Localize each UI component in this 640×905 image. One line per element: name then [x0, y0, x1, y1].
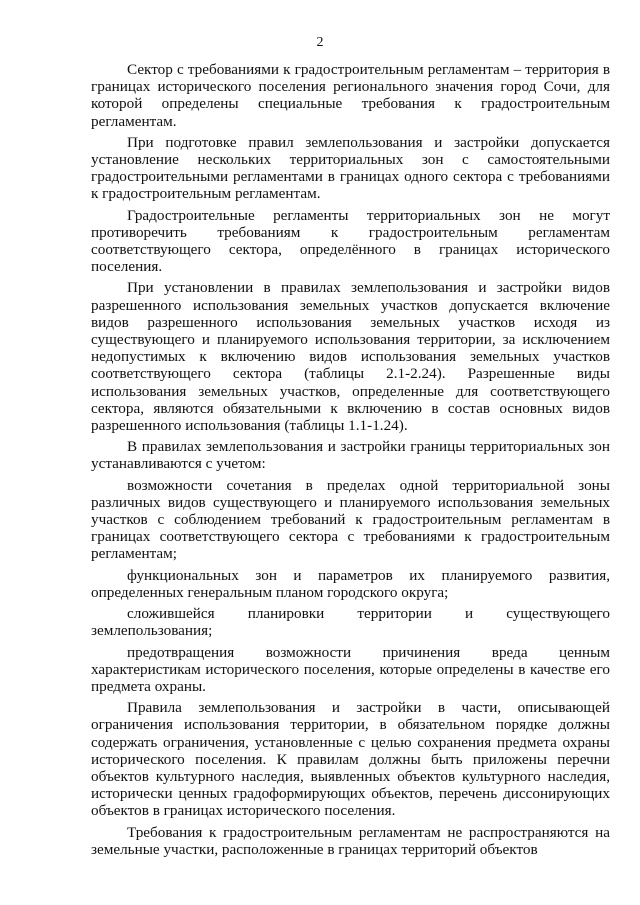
paragraph-not-applicable: Требования к градостроительным регламентам не распространяются на земельные участки, расположенные в границах территорий объектов — [91, 823, 610, 858]
paragraph-usage-restrictions: Правила землепользования и застройки в части, описывающей ограничения использования территории, в обязательном порядке должны содержать ограничения, установленные с целью сохранения предмета охраны исторического поселения. К правилам должны быть приложены перечни объектов культурного наследия, выявленных объектов культурного наследия, исторически ценных градоформирующих объектов, перечень диссонирующих объектов в границах исторического поселения. — [91, 699, 610, 820]
list-item-existing-layout: сложившейся планировки территории и существующего землепользования; — [91, 605, 610, 640]
paragraph-no-contradiction: Градостроительные регламенты территориальных зон не могут противоречить требованиям к градостроительным регламентам соответствующего сектора, определённого в границах исторического поселения. — [91, 206, 610, 276]
document-body — [91, 61, 610, 858]
list-item-functional-zones: функциональных зон и параметров их планируемого развития, определенных генеральным планом городского округа; — [91, 566, 610, 601]
list-item-combination: возможности сочетания в пределах одной территориальной зоны различных видов существующего и планируемого использования земельных участков с соблюдением требований к градостроительным регламентам в границах соответствующего сектора с требованиями к градостроительным регламентам; — [91, 476, 610, 563]
paragraph-zone-boundaries-intro: В правилах землепользования и застройки границы территориальных зон устанавливаются с учетом: — [91, 438, 610, 473]
paragraph-sector-definition: Сектор с требованиями к градостроительным регламентам – территория в границах исторического поселения регионального значения город Сочи, для которой определены специальные требования к градостроительным регламентам. — [91, 61, 610, 130]
paragraph-permitted-uses: При установлении в правилах землепользования и застройки видов разрешенного использования земельных участков допускается включение видов разрешенного использования земельных участков исходя из существующего и планируемого использования территории, за исключением недопустимых к включению видов использования земельных участков соответствующего сектора (таблицы 2.1-2.24). Разрешенные виды использования земельных участков, определенные для соответствующего сектора, являются обязательными к включению в состав основных видов разрешенного использования (таблицы 1.1-1.24). — [91, 279, 610, 435]
page-number: 2 — [316, 35, 324, 50]
paragraph-multiple-zones: При подготовке правил землепользования и застройки допускается установление нескольких территориальных зон с самостоятельными градостроительными регламентами в границах одного сектора с требованиями к градостроительным регламентам. — [91, 133, 610, 203]
list-item-harm-prevention: предотвращения возможности причинения вреда ценным характеристикам исторического поселения, которые определены в качестве его предмета охраны. — [91, 643, 610, 695]
